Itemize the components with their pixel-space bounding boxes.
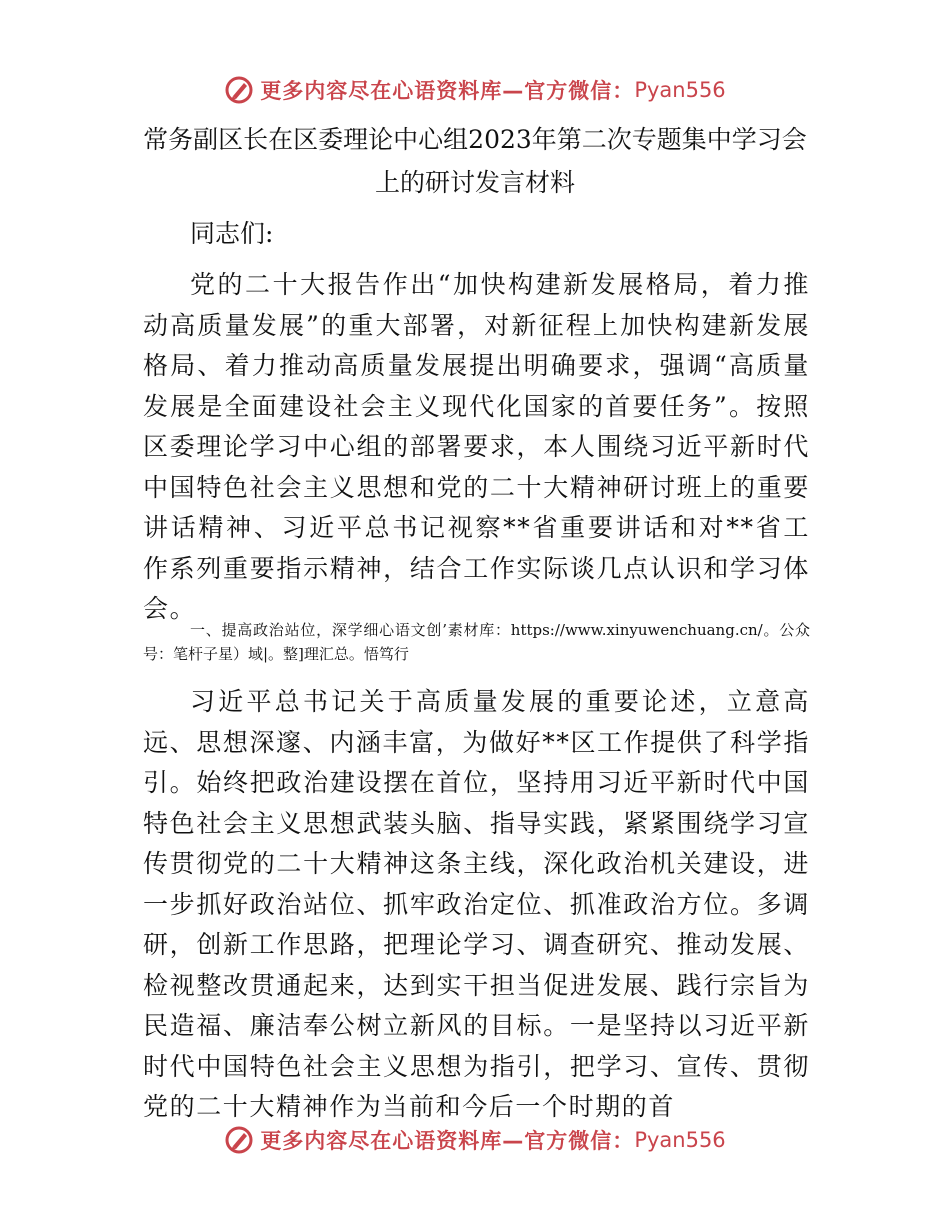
body-paragraph-1: 党的二十大报告作出“加快构建新发展格局，着力推动高质量发展”的重大部署，对新征程上加快构建新发展格局、着力推动高质量发展提出明确要求，强调“高质量发展是全面建设社会主义现代化国家的首要任务”。按照区委理论学习中心组的部署要求，本人围绕习近平新时代中国特色社会主义思想和党的二十大精神研讨班上的重要讲话精神、习近平总书记视察**省重要讲话和对**省工作系列重要指示精神，结合工作实际谈几点认识和学习体会。 bbox=[143, 270, 810, 623]
watermark-banner-bottom bbox=[0, 1120, 950, 1160]
watermark-banner-top bbox=[0, 70, 950, 110]
document-title-line2: 上的研讨发言材料 bbox=[374, 168, 575, 197]
pen-logo-icon bbox=[224, 1125, 254, 1155]
body-paragraph-2: 习近平总书记关于高质量发展的重要论述，立意高远、思想深邃、内涵丰富，为做好**区工作提供了科学指引。始终把政治建设摆在首位，坚持用习近平新时代中国特色社会主义思想武装头脑、指导实践，紧紧围绕学习宣传贯彻党的二十大精神这条主线，深化政治机关建设，进一步抓好政治站位、抓牢政治定位、抓准政治方位。多调研，创新工作思路，把理论学习、调查研究、推动发展、检视整改贯通起来，达到实干担当促进发展、践行宗旨为民造福、廉洁奉公树立新风的目标。一是坚持以习近平新时代中国特色社会主义思想为指引，把学习、宣传、贯彻党的二十大精神作为当前和今后一个时期的首 bbox=[143, 687, 810, 1121]
watermark-text: 更多内容尽在心语资料库—官方微信： bbox=[260, 79, 635, 103]
pen-logo-icon bbox=[224, 75, 254, 105]
section-heading: 一、提高政治站位，深学细心语文创’素材库：https://www.xinyuwenchuang.cn/。公众号：笔杆子星）域|。整]理汇总。悟笃行 bbox=[143, 621, 810, 663]
document-title-line1: 常务副区长在区委理论中心组2023年第二次专题集中学习会 bbox=[143, 125, 807, 154]
watermark-text: 更多内容尽在心语资料库—官方微信： bbox=[260, 1129, 635, 1153]
watermark-wechat-id: Pyan556 bbox=[634, 78, 726, 102]
salutation: 同志们: bbox=[190, 219, 274, 248]
watermark-wechat-id: Pyan556 bbox=[634, 1128, 726, 1152]
